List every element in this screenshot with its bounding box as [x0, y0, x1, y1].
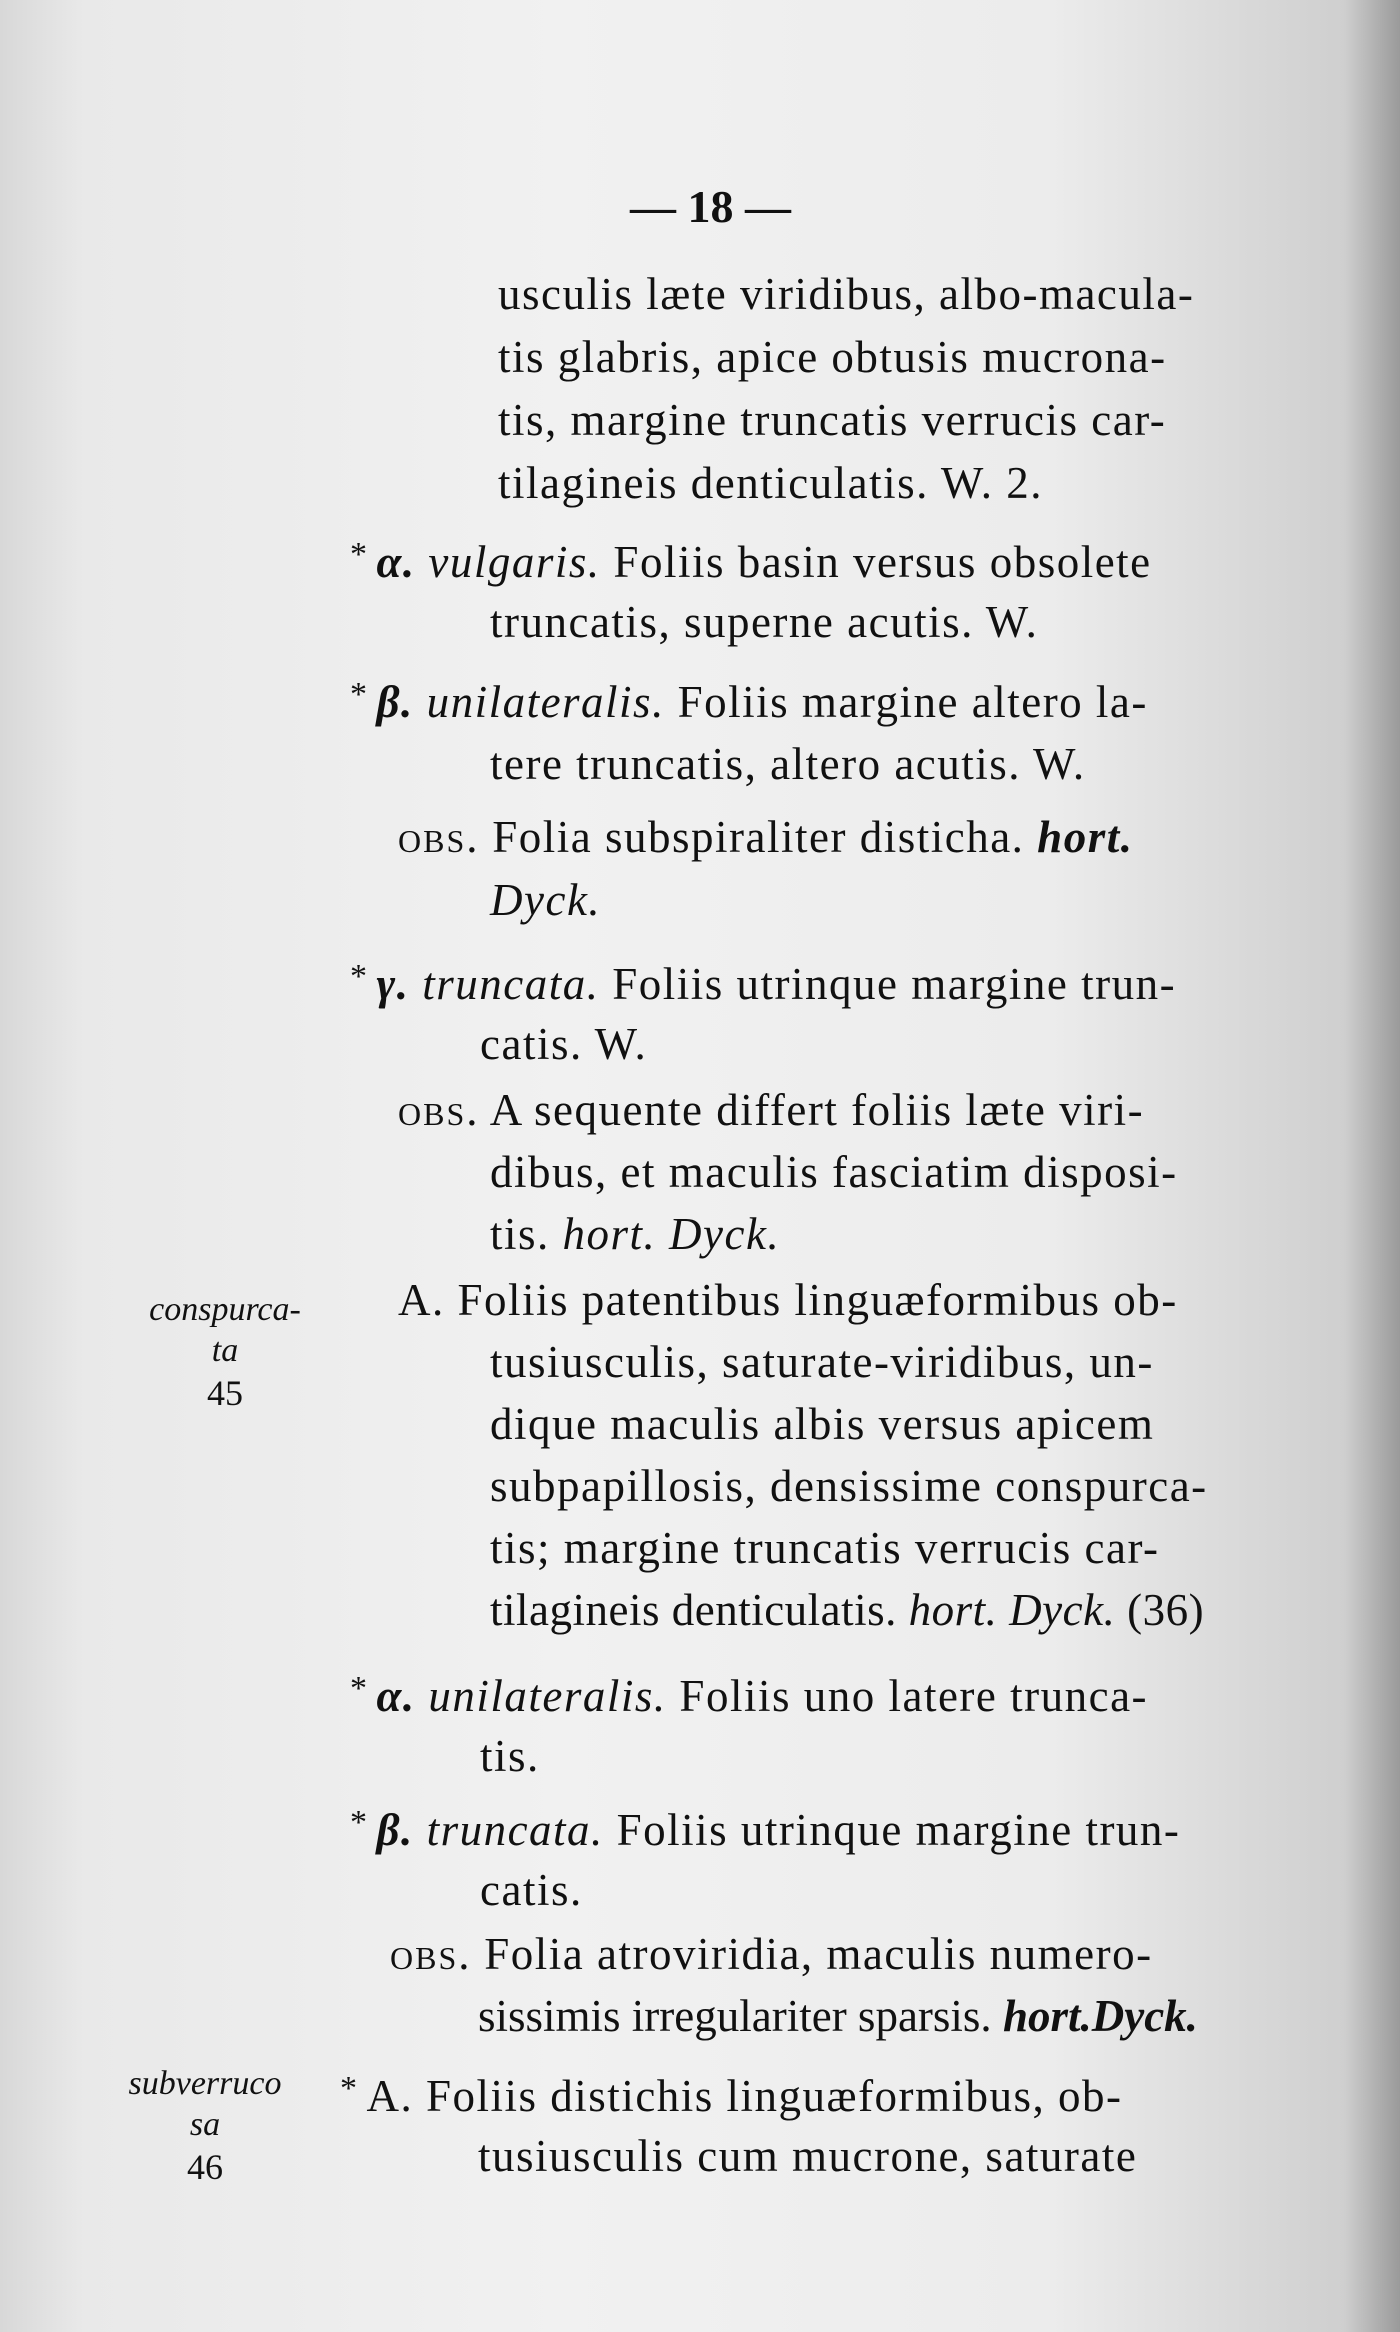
variety-name: unilateralis. — [428, 1671, 667, 1721]
text-line: tis; margine truncatis verrucis car- — [490, 1523, 1160, 1573]
greek-letter: β. — [376, 1805, 414, 1855]
text-line: tis. — [480, 1731, 540, 1781]
greek-letter: α. — [376, 537, 416, 587]
species-letter: A. — [398, 1275, 445, 1325]
text-line: usculis læte viridibus, albo-macula- — [498, 269, 1195, 319]
obs-entry — [398, 812, 1134, 862]
asterisk: * — [350, 536, 369, 573]
variety-entry — [350, 538, 1152, 585]
citation: hort. — [1037, 812, 1134, 862]
variety-name: truncata. — [426, 1805, 604, 1855]
text-line: catis. W. — [480, 1019, 648, 1069]
greek-letter: β. — [376, 677, 414, 727]
text-line: dibus, et maculis fasciatim disposi- — [490, 1147, 1178, 1197]
citation: hort. Dyck. — [562, 1209, 781, 1259]
text-line: tusiusculis cum mucrone, saturate — [478, 2131, 1138, 2181]
variety-entry — [350, 1672, 1148, 1719]
greek-letter: γ. — [376, 959, 410, 1009]
variety-text: Foliis utrinque margine trun- — [612, 959, 1177, 1009]
obs-label: obs. — [398, 812, 480, 862]
text-line: tilagineis denticulatis. W. 2. — [498, 458, 1043, 508]
species-entry — [398, 1275, 1178, 1325]
obs-text: A sequente differt foliis læte viri- — [489, 1085, 1145, 1135]
text-line: tis, margine truncatis verrucis car- — [498, 395, 1167, 445]
species-letter: A. — [366, 2071, 414, 2121]
obs-entry — [390, 1929, 1153, 1979]
species-text: Foliis distichis linguæformibus, ob- — [426, 2071, 1123, 2121]
text-line: tere truncatis, altero acutis. W. — [490, 739, 1086, 789]
text-line: Dyck. — [490, 875, 602, 925]
variety-text: Foliis utrinque margine trun- — [616, 1805, 1181, 1855]
asterisk: * — [340, 2070, 359, 2107]
obs-text: Folia subspiraliter disticha. — [492, 812, 1025, 862]
text-line: tusiusculis, saturate-viridibus, un- — [490, 1337, 1154, 1387]
page-number: — 18 — — [630, 181, 791, 232]
variety-name: unilateralis. — [426, 677, 665, 727]
asterisk: * — [350, 1804, 369, 1841]
variety-text: Foliis basin versus obsolete — [613, 537, 1152, 587]
text-line: catis. — [480, 1865, 583, 1915]
asterisk: * — [350, 958, 369, 995]
obs-entry — [398, 1085, 1145, 1135]
text-line: dique maculis albis versus apicem — [490, 1399, 1155, 1449]
text-line: tis. hort. Dyck. — [490, 1209, 781, 1259]
text-line: tis glabris, apice obtusis mucrona- — [498, 332, 1167, 382]
greek-letter: α. — [376, 1671, 416, 1721]
variety-entry — [350, 1806, 1180, 1853]
obs-label: obs. — [390, 1929, 472, 1979]
variety-text: Foliis uno latere trunca- — [679, 1671, 1149, 1721]
variety-entry — [350, 678, 1148, 725]
asterisk: * — [350, 1670, 369, 1707]
text-line: subpapillosis, densissime conspurca- — [490, 1461, 1208, 1511]
species-text: Foliis patentibus linguæformibus ob- — [457, 1275, 1178, 1325]
species-entry — [340, 2072, 1123, 2119]
text-line: sissimis irregulariter sparsis. hort.Dyck. — [478, 1991, 1198, 2041]
variety-name: truncata. — [422, 959, 600, 1009]
variety-text: Foliis margine altero la- — [677, 677, 1148, 727]
citation: hort. Dyck. — [908, 1585, 1116, 1635]
figure-ref: (36) — [1127, 1585, 1205, 1635]
variety-name: vulgaris. — [428, 537, 601, 587]
citation: hort.Dyck. — [1002, 1991, 1198, 2041]
asterisk: * — [350, 676, 369, 713]
obs-text: Folia atroviridia, maculis numero- — [484, 1929, 1153, 1979]
text-line: truncatis, superne acutis. W. — [490, 597, 1039, 647]
margin-note: conspurca- ta 45 — [149, 1291, 301, 1413]
obs-label: obs. — [398, 1085, 480, 1135]
text-line: tilagineis denticulatis. hort. Dyck. (36) — [490, 1585, 1205, 1635]
margin-note: subverruco sa 46 — [128, 2065, 282, 2187]
variety-entry — [350, 960, 1176, 1007]
